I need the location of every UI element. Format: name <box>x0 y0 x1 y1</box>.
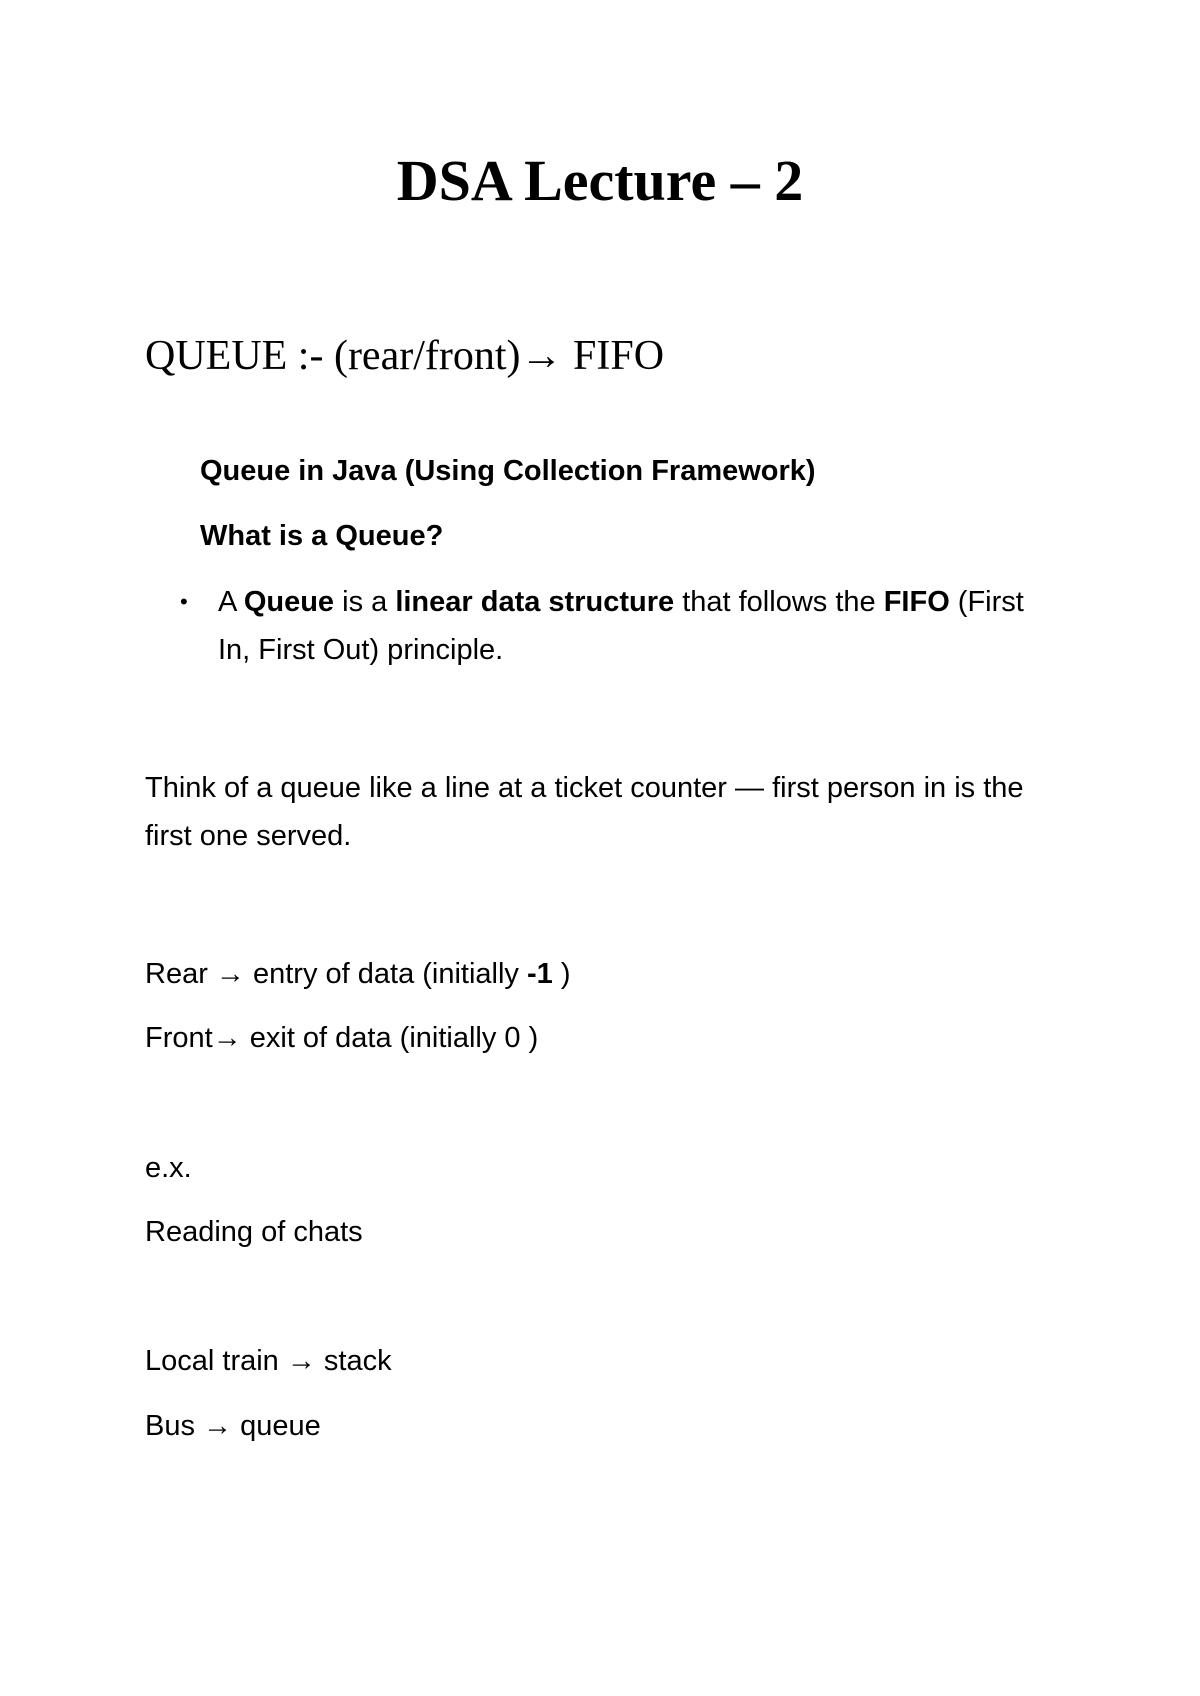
page-title: DSA Lecture – 2 <box>396 148 804 213</box>
front-line <box>145 1014 538 1062</box>
bus-label: Bus <box>145 1410 204 1442</box>
subheading-queue-in-java: Queue in Java (Using Collection Framework) <box>200 455 816 487</box>
front-text: exit of data (initially 0 ) <box>241 1022 539 1054</box>
definition-bold-linear: linear data structure <box>395 586 675 618</box>
definition-bold-fifo: FIFO <box>883 586 950 618</box>
analogy-paragraph: Think of a queue like a line at a ticket counter — first person in is the first one served. <box>145 772 1024 852</box>
example-reading-chats: Reading of chats <box>145 1216 363 1248</box>
front-label: Front <box>145 1022 213 1054</box>
arrow-right-icon: → <box>520 333 563 379</box>
arrow-right-icon: → <box>203 1410 233 1442</box>
queue-heading <box>145 330 664 382</box>
rear-text: entry of data (initially <box>244 958 527 990</box>
definition-part: that follows the <box>674 586 884 618</box>
rear-line <box>145 950 571 998</box>
local-train-line <box>145 1337 392 1385</box>
definition-part: is a <box>334 586 396 618</box>
definition-bold-queue: Queue <box>243 586 335 618</box>
arrow-right-icon: → <box>212 1022 242 1054</box>
bus-line <box>145 1402 321 1450</box>
arrow-right-icon: → <box>286 1345 316 1377</box>
local-train-label: Local train <box>145 1345 287 1377</box>
definition-bullet <box>180 578 1060 674</box>
queue-heading-fifo: FIFO <box>562 333 665 379</box>
rear-initial-value: -1 <box>527 958 553 990</box>
definition-part: (First In, First Out) principle. <box>218 586 1024 666</box>
local-train-text: stack <box>315 1345 392 1377</box>
queue-heading-text: QUEUE :- (rear/front) <box>145 333 521 379</box>
rear-close: ) <box>552 958 571 990</box>
arrow-right-icon: → <box>215 958 245 990</box>
example-label: e.x. <box>145 1152 192 1184</box>
definition-text <box>218 578 1060 674</box>
subheading-what-is-queue: What is a Queue? <box>200 520 444 552</box>
bullet-dot-icon: • <box>180 589 188 614</box>
rear-label: Rear <box>145 958 216 990</box>
bus-text: queue <box>232 1410 321 1442</box>
definition-part: A <box>218 586 244 618</box>
